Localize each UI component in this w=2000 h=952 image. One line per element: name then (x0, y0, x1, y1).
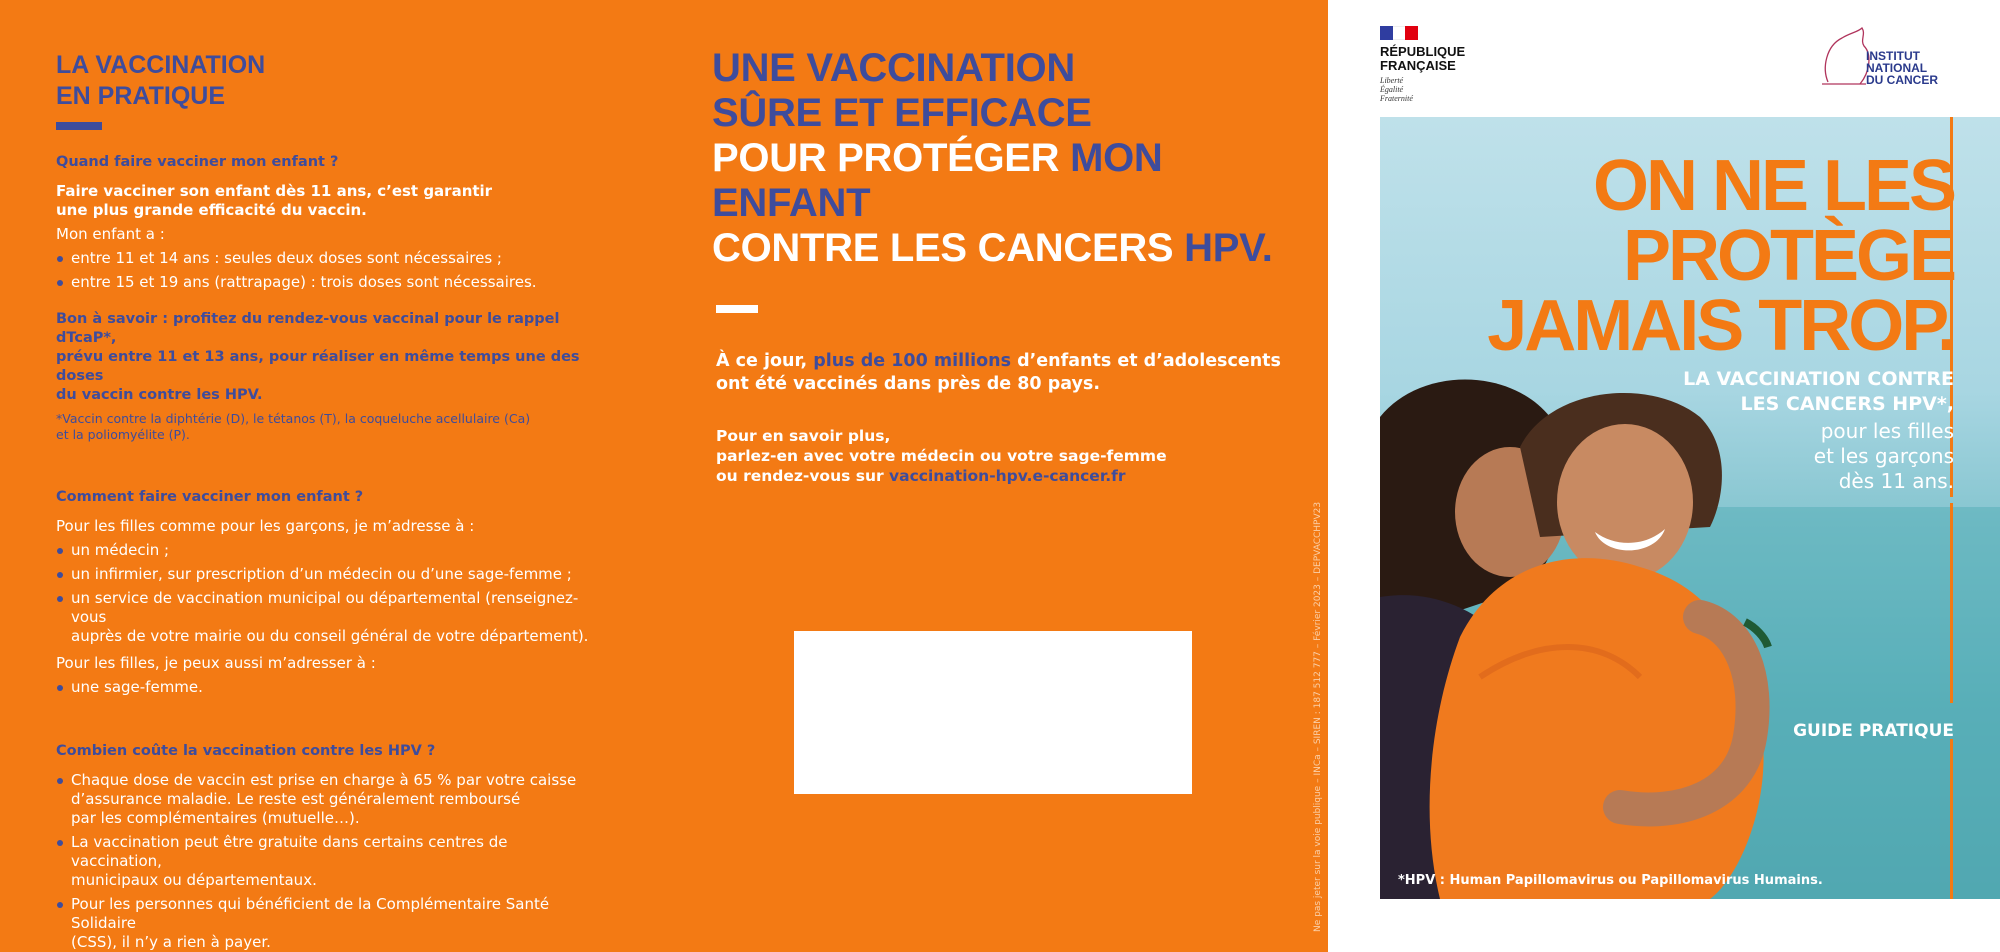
inca-logo: INSTITUT NATIONAL DU CANCER (1820, 24, 1948, 90)
headline-divider (716, 305, 758, 313)
vaccine-footnote: *Vaccin contre la diphtérie (D), le tétanos (T), la coqueluche acellulaire (Ca) et la poliomyélite (P). (56, 411, 531, 442)
question-cost: Combien coûte la vaccination contre les HPV ? (56, 743, 436, 759)
how-intro: Pour les filles comme pour les garçons, je m’adresse à : (56, 517, 475, 535)
main-headline: UNE VACCINATION SÛRE ET EFFICACE POUR PROTÉGER MON ENFANT CONTRE LES CANCERS HPV. (712, 46, 1273, 270)
question-how: Comment faire vacciner mon enfant ? (56, 489, 364, 505)
list-item: La vaccination peut être gratuite dans certains centres de vaccination, municipaux ou départementaux. (56, 833, 596, 890)
list-item: un service de vaccination municipal ou départemental (renseignez-vous auprès de votre mairie ou du conseil général de votre département). (56, 589, 596, 646)
hpv-footnote: *HPV : Human Papillomavirus ou Papillomavirus Humains. (1398, 873, 1823, 888)
provider-list (56, 541, 596, 646)
list-item: une sage-femme. (56, 678, 596, 697)
list-item: entre 15 et 19 ans (rattrapage) : trois doses sont nécessaires. (56, 273, 596, 292)
more-info: Pour en savoir plus, parlez-en avec votre médecin ou votre sage-femme ou rendez-vous sur vaccination-hpv.e-cancer.fr (716, 427, 1167, 485)
bullet-icon (57, 902, 63, 908)
list-item: un infirmier, sur prescription d’un médecin ou d’une sage-femme ; (56, 565, 596, 584)
middle-panel (712, 46, 1312, 486)
title-underline (56, 122, 102, 130)
good-to-know: Bon à savoir : profitez du rendez-vous vaccinal pour le rappel dTcaP*, prévu entre 11 et 13 ans, pour réaliser en même temps une des doses du vaccin contre les HPV. (56, 311, 580, 403)
cover-audience: pour les filles et les garçons dès 11 ans. (1813, 419, 1954, 493)
guide-label: GUIDE PRATIQUE (1793, 721, 1954, 741)
orange-accent-bar (1950, 739, 1953, 899)
girls-list (56, 678, 596, 697)
section-how (56, 489, 596, 697)
cover-headline: ON NE LES PROTÈGE JAMAIS TROP. (1487, 146, 1954, 366)
bullet-icon (57, 596, 63, 602)
vaccination-stat: À ce jour, plus de 100 millions d’enfants et d’adolescents ont été vaccinés dans près de 80 pays. (716, 351, 1281, 394)
girls-intro: Pour les filles, je peux aussi m’adresser à : (56, 654, 376, 672)
list-item: Chaque dose de vaccin est prise en charge à 65 % par votre caisse d’assurance maladie. Le reste est généralement remboursé par les complémentaires (mutuelle…). (56, 771, 596, 828)
bullet-icon (57, 256, 63, 262)
orange-accent-bar (1950, 503, 1953, 703)
bullet-icon (57, 685, 63, 691)
cover-photo (1380, 117, 2000, 899)
left-panel (56, 50, 596, 952)
bullet-icon (57, 572, 63, 578)
list-item: un médecin ; (56, 541, 596, 560)
bullet-icon (57, 840, 63, 846)
website-link[interactable]: vaccination-hpv.e-cancer.fr (889, 467, 1126, 485)
cost-list (56, 771, 596, 952)
bullet-icon (57, 548, 63, 554)
french-flag-icon (1380, 26, 1418, 40)
section-cost (56, 743, 596, 952)
bullet-icon (57, 778, 63, 784)
list-item: Pour les personnes qui bénéficient de la Complémentaire Santé Solidaire (CSS), il n’y a rien à payer. (56, 895, 596, 952)
address-box (794, 631, 1192, 794)
list-item: entre 11 et 14 ans : seules deux doses sont nécessaires ; (56, 249, 596, 268)
practice-title: LA VACCINATION EN PRATIQUE (56, 51, 266, 110)
cover-subtitle: LA VACCINATION CONTRE LES CANCERS HPV*, (1683, 368, 1954, 415)
republique-logo: RÉPUBLIQUE FRANÇAISE Liberté Égalité Fraternité (1380, 26, 1465, 103)
question-when: Quand faire vacciner mon enfant ? (56, 154, 339, 170)
when-intro: Faire vacciner son enfant dès 11 ans, c’est garantir une plus grande efficacité du vaccin. (56, 182, 493, 219)
dose-list (56, 249, 596, 292)
bullet-icon (57, 280, 63, 286)
legal-mention: Ne pas jeter sur la voie publique – INCa – SIREN : 187 512 777 – Février 2023 – DEPVACCHPV23 (1313, 501, 1323, 932)
child-age-label: Mon enfant a : (56, 225, 165, 243)
republique-motto: Liberté Égalité Fraternité (1380, 76, 1413, 103)
